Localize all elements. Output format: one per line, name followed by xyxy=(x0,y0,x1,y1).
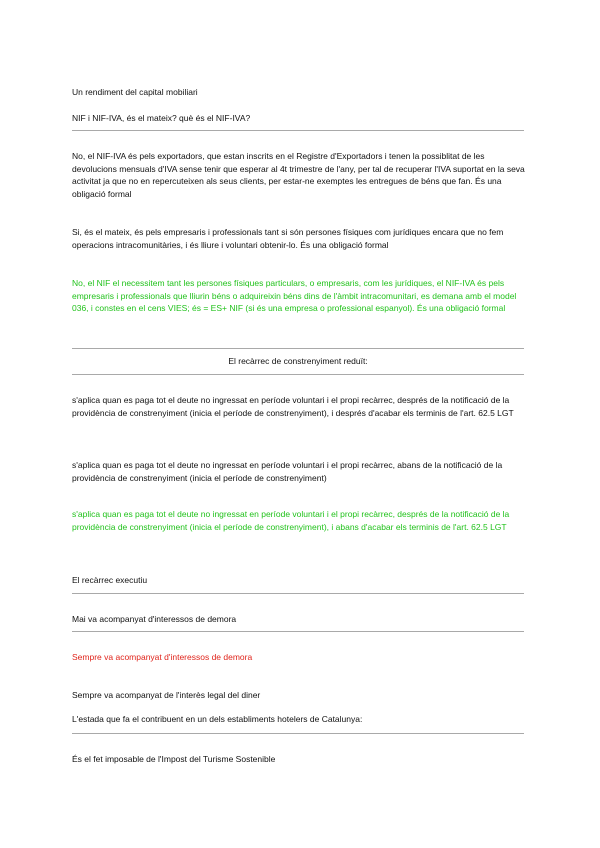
answer-option-correct: s'aplica quan es paga tot el deute no ingressat en període voluntari i el propi recàrrec, després de la notificació de la providència de constrenyiment (inicia el període de constrenyiment), i abans d'acabar els terminis de l'art. 62.5 LGT xyxy=(72,509,510,532)
divider xyxy=(72,130,524,131)
divider xyxy=(72,593,524,594)
answer-option-wrong: Sempre va acompanyat d'interessos de demora xyxy=(72,652,253,662)
divider xyxy=(72,631,524,632)
question-title: El recàrrec executiu xyxy=(72,575,148,585)
answer-text: Un rendiment del capital mobiliari xyxy=(72,87,198,97)
answer-option: Sempre va acompanyat de l'interès legal del diner xyxy=(72,690,261,700)
answer-option: s'aplica quan es paga tot el deute no ingressat en període voluntari i el propi recàrrec, abans de la notificació de la providència de constrenyiment (inicia el període de constrenyiment) xyxy=(72,460,503,483)
answer-option: Si, és el mateix, és pels empresaris i professionals tant si són persones físiques com jurídiques encara que no fem operacions intracomunitàries, i és lliure i voluntari obtenir-lo. És una obligació formal xyxy=(72,227,504,250)
answer-option: Mai va acompanyat d'interessos de demora xyxy=(72,614,237,624)
question-title: NIF i NIF-IVA, és el mateix? què és el NIF-IVA? xyxy=(72,113,251,123)
answer-option: No, el NIF-IVA és pels exportadors, que estan inscrits en el Registre d'Exportadors i tenen la possiblitat de les devolucions mensuals d'IVA sense tenir que esperar al 4t trimestre de l'any, per tal de recuperar l'IVA suportat en la seva activitat ja que no en repercuteixen als seus clients, per estar-ne exemptes les entregues de béns que fan. És una obligació formal xyxy=(72,151,525,199)
answer-option-correct: No, el NIF el necessitem tant les persones físiques particulars, o empresaris, com les jurídiques, el NIF-IVA és pels empresaris i professionals que lliurin béns o adquireixin béns dins de l'àmbit intracomunitari, es demana amb el model 036, i constes en el cens VIES; és = ES+ NIF (si és una empresa o professional espanyol). És una obligació formal xyxy=(72,278,517,314)
question-title: L'estada que fa el contribuent en un dels establiments hotelers de Catalunya: xyxy=(72,714,363,724)
divider xyxy=(72,374,524,375)
answer-option: És el fet imposable de l'Impost del Turisme Sostenible xyxy=(72,754,276,764)
divider xyxy=(72,348,524,349)
question-title: El recàrrec de constrenyiment reduït: xyxy=(228,356,368,366)
answer-option: s'aplica quan es paga tot el deute no ingressat en període voluntari i el propi recàrrec, després de la notificació de la providència de constrenyiment (inicia el període de constrenyiment), i després d'acabar els terminis de l'art. 62.5 LGT xyxy=(72,395,514,418)
divider xyxy=(72,733,524,734)
